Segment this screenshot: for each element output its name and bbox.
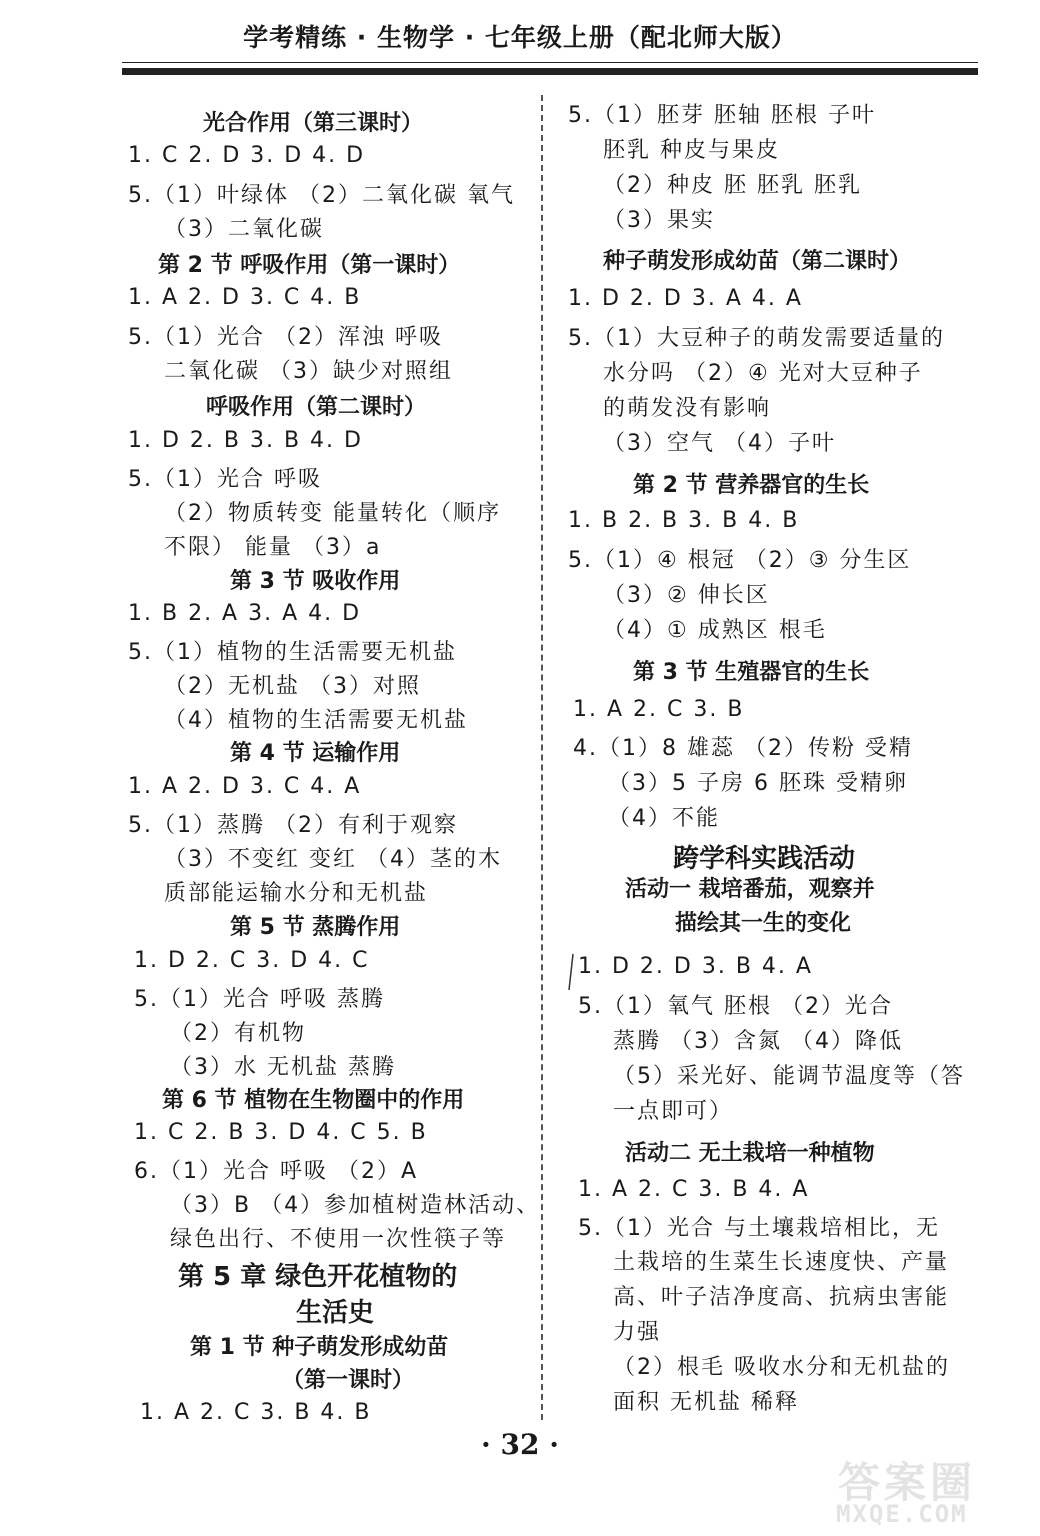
answer-line: 4.（1）8 雄蕊 （2）传粉 受精	[573, 736, 913, 761]
column-divider	[541, 95, 543, 1420]
answer-line: （2）根毛 吸收水分和无机盐的	[613, 1355, 950, 1380]
answer-line: （4）植物的生活需要无机盐	[164, 708, 468, 733]
answer-line: 1. A 2. D 3. C 4. A	[128, 774, 362, 799]
answer-line: （3）B （4）参加植树造林活动、	[170, 1193, 541, 1218]
answer-line: 1. A 2. C 3. B	[573, 697, 745, 722]
section-heading: 第 2 节 营养器官的生长	[633, 473, 870, 498]
answer-line: 1. A 2. C 3. B 4. B	[140, 1400, 372, 1425]
section-heading: 呼吸作用（第二课时）	[206, 395, 427, 420]
section-heading: 第 3 节 吸收作用	[230, 569, 401, 594]
section-heading: 第 6 节 植物在生物圈中的作用	[162, 1088, 465, 1113]
answer-line: 不限） 能量 （3）a	[164, 535, 382, 560]
answer-line: 1. C 2. B 3. D 4. C 5. B	[134, 1120, 428, 1145]
section-heading: 第 5 节 蒸腾作用	[230, 915, 401, 940]
section-heading: 第 3 节 生殖器官的生长	[633, 660, 870, 685]
chapter-heading: 生活史	[296, 1298, 375, 1328]
answer-line: 5.（1）光合 呼吸 蒸腾	[134, 987, 385, 1012]
answer-line: 二氧化碳 （3）缺少对照组	[164, 359, 453, 384]
answer-line: 土栽培的生菜生长速度快、产量	[613, 1250, 950, 1275]
answer-line: 5.（1）胚芽 胚轴 胚根 子叶	[568, 103, 876, 128]
answer-line: 1. D 2. C 3. D 4. C	[134, 948, 370, 973]
answer-line: （2）有机物	[170, 1021, 306, 1046]
section-heading: 活动一 栽培番茄，观察并	[625, 877, 875, 902]
answer-line: 1. D 2. B 3. B 4. D	[128, 428, 363, 453]
running-header: 学考精练 · 生物学 · 七年级上册（配北师大版）	[243, 23, 797, 52]
answer-line: 5.（1）光合 （2）浑浊 呼吸	[128, 325, 443, 350]
answer-line: 5.（1）叶绿体 （2）二氧化碳 氧气	[128, 183, 515, 208]
answer-line: （5）采光好、能调节温度等（答	[613, 1064, 965, 1089]
answer-line: 高、叶子洁净度高、抗病虫害能	[613, 1285, 950, 1310]
section-heading: 活动二 无土栽培一种植物	[625, 1141, 875, 1166]
header-rule-thick	[122, 68, 978, 75]
answer-line: 质部能运输水分和无机盐	[164, 881, 429, 906]
answer-line: （3）二氧化碳	[164, 217, 324, 242]
answer-line: （3）5 子房 6 胚珠 受精卵	[608, 771, 908, 796]
answer-line: 水分吗 （2）④ 光对大豆种子	[603, 361, 923, 386]
answer-line: （3）水 无机盐 蒸腾	[170, 1055, 396, 1080]
answer-line: 力强	[613, 1320, 662, 1345]
watermark-logo	[830, 1450, 1020, 1530]
chapter-heading: 跨学科实践活动	[673, 844, 856, 874]
answer-line: （3）② 伸长区	[603, 583, 770, 608]
answer-line: 5.（1）蒸腾 （2）有利于观察	[128, 813, 458, 838]
section-heading: 描绘其一生的变化	[675, 911, 852, 936]
answer-line: （3）不变红 变红 （4）茎的木	[164, 847, 502, 872]
answer-line: 面积 无机盐 稀释	[613, 1390, 799, 1415]
answer-line: 5.（1）光合 呼吸	[128, 467, 322, 492]
watermark-url: MXQE.COM	[836, 1500, 968, 1528]
answer-line: 绿色出行、不使用一次性筷子等	[170, 1227, 507, 1252]
header-rule-thin	[122, 62, 978, 63]
answer-line: （2）种皮 胚 胚乳 胚乳	[603, 173, 862, 198]
pen-stroke-mark	[566, 952, 576, 992]
section-heading: 第 2 节 呼吸作用（第一课时）	[158, 253, 461, 278]
section-heading: 第 1 节 种子萌发形成幼苗	[190, 1335, 449, 1360]
page-number: · 32 ·	[481, 1428, 559, 1461]
answer-line: 1. A 2. D 3. C 4. B	[128, 285, 362, 310]
answer-line: 1. D 2. D 3. B 4. A	[578, 954, 813, 979]
section-heading: （第一课时）	[282, 1368, 415, 1393]
section-heading: 第 4 节 运输作用	[230, 741, 401, 766]
section-heading: 种子萌发形成幼苗（第二课时）	[603, 249, 912, 274]
answer-line: （4）不能	[608, 806, 720, 831]
answer-line: （3）果实	[603, 208, 715, 233]
answer-line: （2）物质转变 能量转化（顺序	[164, 501, 501, 526]
answer-line: 1. B 2. B 3. B 4. B	[568, 508, 800, 533]
answer-line: 的萌发没有影响	[603, 396, 772, 421]
answer-line: 1. A 2. C 3. B 4. A	[578, 1177, 810, 1202]
answer-line: 胚乳 种皮与果皮	[603, 138, 780, 163]
answer-line: 1. D 2. D 3. A 4. A	[568, 286, 803, 311]
answer-line: 5.（1）大豆种子的萌发需要适量的	[568, 326, 945, 351]
section-heading: 光合作用（第三课时）	[203, 111, 424, 136]
answer-line: 5.（1）光合 与土壤栽培相比，无	[578, 1216, 940, 1241]
answer-line: （3）空气 （4）子叶	[603, 431, 836, 456]
answer-line: 6.（1）光合 呼吸 （2）A	[134, 1159, 419, 1184]
answer-line: 蒸腾 （3）含氮 （4）降低	[613, 1029, 903, 1054]
answer-line: （4）① 成熟区 根毛	[603, 618, 827, 643]
answer-line: 5.（1）植物的生活需要无机盐	[128, 640, 457, 665]
answer-line: 5.（1）氧气 胚根 （2）光合	[578, 994, 893, 1019]
answer-line: （2）无机盐 （3）对照	[164, 674, 421, 699]
watermark-title: 答案圈	[838, 1458, 977, 1507]
answer-line: 1. C 2. D 3. D 4. D	[128, 143, 366, 168]
answer-line: 5.（1）④ 根冠 （2）③ 分生区	[568, 548, 912, 573]
answer-line: 一点即可）	[613, 1099, 734, 1124]
chapter-heading: 第 5 章 绿色开花植物的	[178, 1262, 458, 1292]
answer-line: 1. B 2. A 3. A 4. D	[128, 601, 362, 626]
